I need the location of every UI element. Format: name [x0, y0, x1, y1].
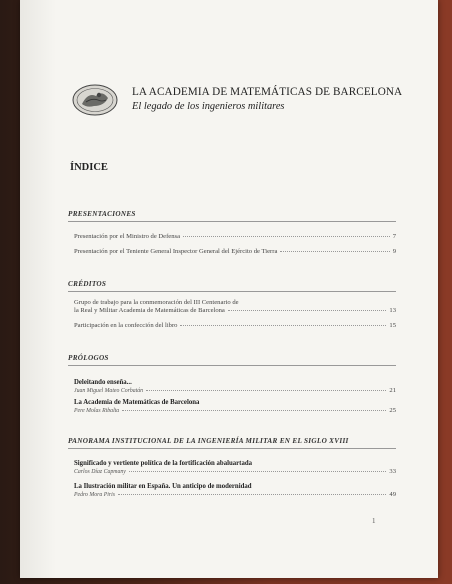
entry-text: Participación en la confección del libro [74, 322, 178, 329]
section-title: PRESENTACIONES [68, 210, 396, 222]
page-number: 1 [372, 517, 376, 525]
entry-page: 15 [389, 322, 396, 329]
dot-leader [228, 310, 387, 311]
entry-text: Presentación por el Teniente General Inspector General del Ejército de Tierra [74, 248, 278, 255]
section-panorama [68, 437, 396, 498]
toc-entry [74, 483, 396, 499]
section-title: CRÉDITOS [68, 280, 396, 292]
entry-author: Pedro Mora Piris [74, 492, 116, 498]
entry-author: Carlos Díaz Capmany [74, 469, 126, 475]
section-prologos [68, 354, 396, 414]
toc-entry [74, 379, 396, 395]
entry-page: 7 [392, 233, 396, 240]
toc-entry [74, 399, 396, 415]
dot-leader [183, 236, 390, 237]
entry-page: 33 [389, 468, 396, 475]
dot-leader [146, 390, 386, 391]
dot-leader [180, 325, 386, 326]
section-presentaciones [68, 210, 396, 255]
page-gutter-shade [20, 0, 56, 578]
entry-page: 25 [389, 407, 396, 414]
section-creditos [68, 280, 396, 329]
page-header [72, 84, 412, 124]
entry-author: Pere Molas Ribalta [74, 408, 120, 414]
dot-leader [129, 471, 387, 472]
dot-leader [118, 494, 386, 495]
entry-title: La Ilustración militar en España. Un anticipo de modernidad [74, 483, 252, 490]
index-heading: ÍNDICE [70, 162, 108, 173]
book-page [20, 0, 438, 578]
section-title: PRÓLOGOS [68, 354, 396, 366]
dot-leader [122, 410, 386, 411]
academy-seal-icon [72, 84, 118, 116]
toc-entry [74, 460, 396, 476]
entry-page: 49 [389, 491, 396, 498]
book-subtitle: El legado de los ingenieros militares [132, 101, 285, 112]
toc-entry [74, 248, 396, 256]
entry-page: 21 [389, 387, 396, 394]
toc-entry [74, 299, 396, 315]
section-title: PANORAMA INSTITUCIONAL DE LA INGENIERÍA MILITAR EN EL SIGLO XVIII [68, 437, 396, 449]
entry-author: Juan Miguel Mateo Corbatán [74, 388, 144, 394]
entry-page: 13 [389, 307, 396, 314]
book-title: LA ACADEMIA DE MATEMÁTICAS DE BARCELONA [132, 86, 403, 98]
entry-text: Presentación por el Ministro de Defensa [74, 233, 181, 240]
entry-title: Significado y vertiente política de la fortificación abaluartada [74, 460, 253, 467]
entry-text-line2: la Real y Militar Academia de Matemáticas de Barcelona [74, 307, 225, 314]
toc-entry [74, 233, 396, 241]
dot-leader [280, 251, 389, 252]
entry-title: Deleitando enseña... [74, 379, 132, 386]
entry-title: La Academia de Matemáticas de Barcelona [74, 399, 200, 406]
entry-text-line1: Grupo de trabajo para la conmemoración del III Centenario de [74, 299, 239, 306]
entry-page: 9 [392, 248, 396, 255]
toc-entry [74, 322, 396, 330]
